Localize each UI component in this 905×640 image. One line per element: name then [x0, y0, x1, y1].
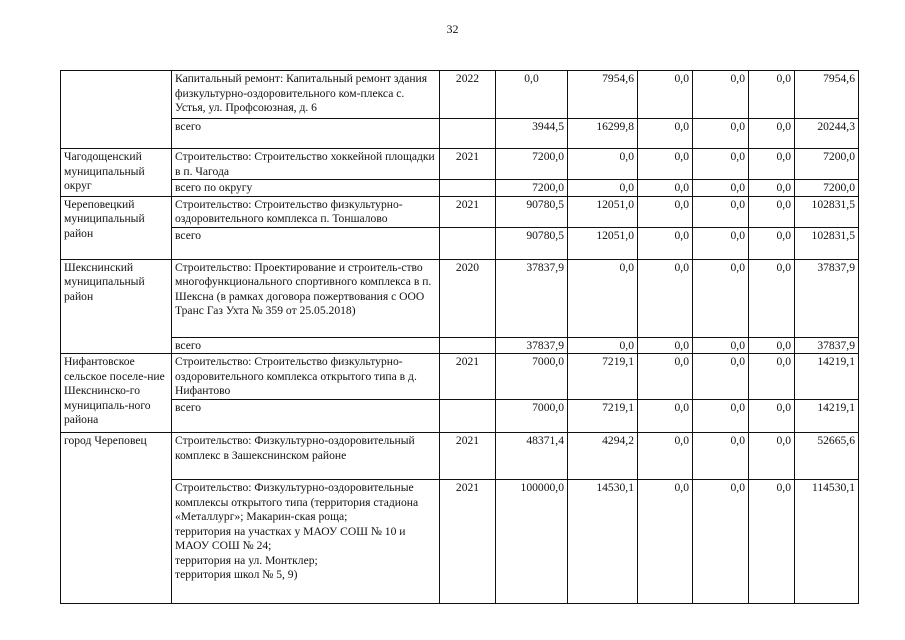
table-row [61, 227, 859, 259]
total-cell: 102831,5 [795, 227, 859, 259]
value-cell: 0,0 [693, 71, 749, 119]
total-cell: 14219,1 [795, 400, 859, 433]
municipality-cell: город Череповец [61, 433, 172, 604]
municipality-cell: Череповецкий муниципальный район [61, 196, 172, 259]
year-cell: 2021 [440, 480, 496, 604]
value-cell: 0,0 [693, 433, 749, 480]
value-cell: 90780,5 [496, 227, 568, 259]
total-cell: 7200,0 [795, 149, 859, 180]
value-cell: 0,0 [638, 480, 693, 604]
value-cell: 0,0 [749, 71, 795, 119]
value-cell: 0,0 [749, 337, 795, 354]
project-cell: всего [172, 119, 440, 149]
project-cell: всего по округу [172, 180, 440, 197]
value-cell: 0,0 [496, 71, 568, 119]
table-row [61, 71, 859, 119]
value-cell: 0,0 [749, 400, 795, 433]
project-cell: всего [172, 337, 440, 354]
value-cell: 12051,0 [568, 196, 638, 227]
value-cell: 7200,0 [496, 149, 568, 180]
total-cell: 102831,5 [795, 196, 859, 227]
municipality-cell: Нифантовское сельское поселе-ние Шекснинско-го муниципаль-ного района [61, 354, 172, 433]
total-cell: 7200,0 [795, 180, 859, 197]
project-cell: Строительство: Строительство физкультурно-оздоровительного комплекса п. Тоншалово [172, 196, 440, 227]
table-row [61, 149, 859, 180]
value-cell: 0,0 [638, 337, 693, 354]
municipality-cell: Чагодощенский муниципальный округ [61, 149, 172, 197]
value-cell: 0,0 [749, 180, 795, 197]
year-cell: 2021 [440, 433, 496, 480]
total-cell: 52665,6 [795, 433, 859, 480]
value-cell: 0,0 [749, 196, 795, 227]
value-cell: 4294,2 [568, 433, 638, 480]
project-cell: Строительство: Строительство физкультурно-оздоровительного комплекса открытого типа в д. Нифантово [172, 354, 440, 400]
project-cell: всего [172, 227, 440, 259]
value-cell: 7000,0 [496, 400, 568, 433]
municipality-cell: Шекснинский муниципальный район [61, 259, 172, 354]
value-cell: 0,0 [693, 149, 749, 180]
value-cell: 0,0 [568, 180, 638, 197]
value-cell: 0,0 [568, 337, 638, 354]
total-cell: 20244,3 [795, 119, 859, 149]
value-cell: 0,0 [638, 149, 693, 180]
table-row [61, 196, 859, 227]
value-cell: 7954,6 [568, 71, 638, 119]
value-cell: 0,0 [693, 259, 749, 337]
value-cell: 0,0 [693, 337, 749, 354]
table-row [61, 433, 859, 480]
table-row [61, 480, 859, 604]
value-cell: 0,0 [749, 259, 795, 337]
value-cell: 0,0 [749, 119, 795, 149]
value-cell: 3944,5 [496, 119, 568, 149]
year-cell [440, 180, 496, 197]
value-cell: 0,0 [749, 227, 795, 259]
value-cell: 0,0 [749, 433, 795, 480]
total-cell: 7954,6 [795, 71, 859, 119]
value-cell: 0,0 [638, 180, 693, 197]
value-cell: 0,0 [638, 400, 693, 433]
table-row [61, 354, 859, 400]
value-cell: 12051,0 [568, 227, 638, 259]
municipality-cell [61, 71, 172, 149]
table-row [61, 180, 859, 197]
value-cell: 0,0 [568, 259, 638, 337]
value-cell: 0,0 [749, 354, 795, 400]
value-cell: 0,0 [693, 227, 749, 259]
value-cell: 0,0 [638, 227, 693, 259]
project-cell: Строительство: Строительство хоккейной площадки в п. Чагода [172, 149, 440, 180]
value-cell: 0,0 [638, 433, 693, 480]
table-row [61, 400, 859, 433]
value-cell: 0,0 [693, 480, 749, 604]
value-cell: 100000,0 [496, 480, 568, 604]
value-cell: 7200,0 [496, 180, 568, 197]
total-cell: 114530,1 [795, 480, 859, 604]
project-cell: Строительство: Проектирование и строитель-ство многофункционального спортивного комплекса в п. Шексна (в рамках договора пожертвования с ООО Транс Газ Ухта № 359 от 25.05.2018) [172, 259, 440, 337]
value-cell: 7219,1 [568, 400, 638, 433]
value-cell: 90780,5 [496, 196, 568, 227]
value-cell: 0,0 [568, 149, 638, 180]
total-cell: 14219,1 [795, 354, 859, 400]
year-cell: 2022 [440, 71, 496, 119]
year-cell: 2021 [440, 354, 496, 400]
year-cell: 2020 [440, 259, 496, 337]
table-row [61, 119, 859, 149]
project-cell: Строительство: Физкультурно-оздоровительный комплекс в Зашекснинском районе [172, 433, 440, 480]
value-cell: 48371,4 [496, 433, 568, 480]
total-cell: 37837,9 [795, 259, 859, 337]
value-cell: 14530,1 [568, 480, 638, 604]
year-cell: 2021 [440, 149, 496, 180]
table-row [61, 337, 859, 354]
value-cell: 0,0 [638, 354, 693, 400]
value-cell: 37837,9 [496, 337, 568, 354]
year-cell [440, 400, 496, 433]
value-cell: 0,0 [749, 149, 795, 180]
value-cell: 0,0 [693, 400, 749, 433]
value-cell: 0,0 [693, 119, 749, 149]
project-cell: всего [172, 400, 440, 433]
project-cell: Капитальный ремонт: Капитальный ремонт здания физкультурно-оздоровительного ком-плекса с. Устья, ул. Профсоюзная, д. 6 [172, 71, 440, 119]
value-cell: 0,0 [638, 119, 693, 149]
value-cell: 0,0 [693, 196, 749, 227]
value-cell: 0,0 [638, 196, 693, 227]
year-cell [440, 337, 496, 354]
value-cell: 7000,0 [496, 354, 568, 400]
value-cell: 0,0 [693, 354, 749, 400]
value-cell: 7219,1 [568, 354, 638, 400]
table-row [61, 259, 859, 337]
budget-table [60, 70, 859, 604]
value-cell: 0,0 [693, 180, 749, 197]
value-cell: 0,0 [749, 480, 795, 604]
value-cell: 0,0 [638, 71, 693, 119]
total-cell: 37837,9 [795, 337, 859, 354]
project-cell: Строительство: Физкультурно-оздоровительные комплексы открытого типа (территория стадиона «Металлург»; Макарин-ская роща; территория на участках у МАОУ СОШ № 10 и МАОУ СОШ № 24; территория на ул. Монтклер; территория школ № 5, 9) [172, 480, 440, 604]
page-number: 32 [446, 22, 459, 36]
value-cell: 16299,8 [568, 119, 638, 149]
year-cell [440, 119, 496, 149]
year-cell [440, 227, 496, 259]
value-cell: 37837,9 [496, 259, 568, 337]
value-cell: 0,0 [638, 259, 693, 337]
year-cell: 2021 [440, 196, 496, 227]
